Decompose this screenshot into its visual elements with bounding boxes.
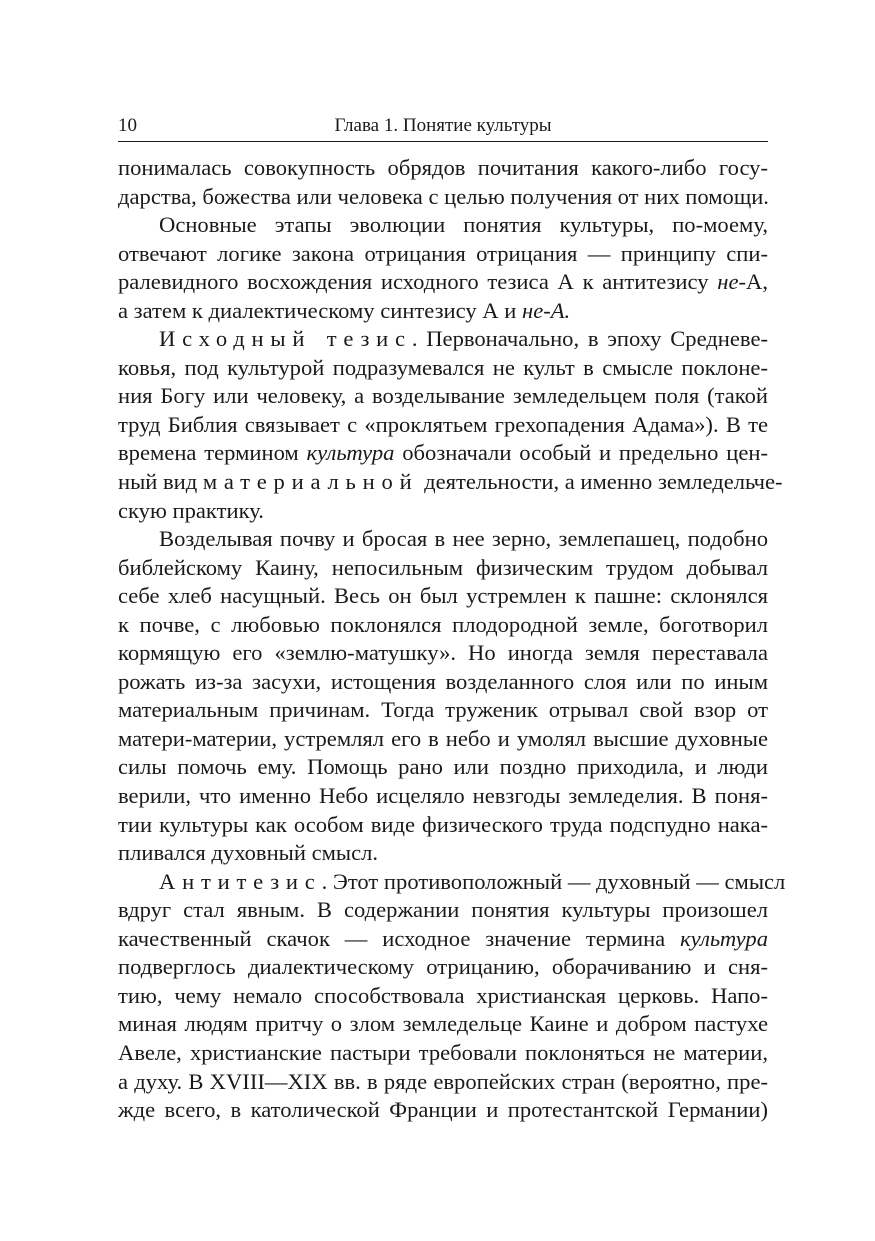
text-line: тию, чему немало способствовала христианская церковь. Напо- <box>118 982 768 1008</box>
text-run: ралевидного восхождения исходного тезиса А к антитезису <box>118 269 718 295</box>
text-line: себе хлеб насущный. Весь он был устремлен к пашне: склонялся <box>118 583 768 609</box>
text-line: материальным причинам. Тогда труженик отрывал свой взор от <box>118 697 768 723</box>
body-text <box>118 154 786 1125</box>
text-run: а затем к диалектическому синтезису А и <box>118 297 522 323</box>
text-run: . Этот противоположный — духовный — смысл <box>321 868 786 894</box>
text-line: верили, что именно Небо исцеляло невзгоды земледелия. В поня- <box>118 783 768 809</box>
text-line: к почве, с любовью поклонялся плодородной земле, боготворил <box>118 611 768 637</box>
spaced-heading: Исходный тезис <box>159 326 412 352</box>
italic-term: не-А. <box>521 297 571 323</box>
text-line: дарства, божества или человека с целью получения от них помощи. <box>118 183 769 209</box>
text-line: пливался духовный смысл. <box>118 840 379 866</box>
text-line: миная людям притчу о злом земледельце Каине и добром пастухе <box>118 1011 768 1037</box>
text-line: скую практику. <box>118 497 264 523</box>
text-run: деятельности, а именно земледельче- <box>418 469 783 495</box>
text-line <box>118 925 768 954</box>
text-line <box>118 439 768 468</box>
text-line: жде всего, в католической Франции и протестантской Германии) <box>118 1097 768 1123</box>
text-line <box>118 468 783 497</box>
text-line: Основные этапы эволюции понятия культуры, по-моему, <box>159 212 768 238</box>
text-line: Возделывая почву и бросая в нее зерно, землепашец, подобно <box>159 526 768 552</box>
text-line: подверглось диалектическому отрицанию, оборачиванию и сня- <box>118 954 768 980</box>
text-line: кормящую его «землю-матушку». Но иногда земля переставала <box>118 640 768 666</box>
text-run: -А, <box>738 269 768 295</box>
italic-term: культура <box>680 925 768 951</box>
text-line <box>118 868 786 897</box>
text-line: вдруг стал явным. В содержании понятия культуры произошел <box>118 897 768 923</box>
text-line: ния Богу или человеку, а возделывание земледельцем поля (такой <box>118 383 768 409</box>
chapter-title: Глава 1. Понятие культуры <box>334 115 552 136</box>
text-line: матери-материи, устремлял его в небо и умолял высшие духовные <box>118 725 768 751</box>
text-line <box>118 297 768 326</box>
text-line: а духу. В XVIII—XIX вв. в ряде европейских стран (вероятно, пре- <box>118 1068 768 1094</box>
text-line <box>118 268 768 297</box>
running-header <box>118 113 768 142</box>
text-line: труд Библия связывает с «проклятьем грехопадения Адама»). В те <box>118 411 768 437</box>
text-line: ковья, под культурой подразумевался не культ в смысле поклоне- <box>118 354 768 380</box>
text-line: понималась совокупность обрядов почитания какого-либо госу- <box>118 155 768 180</box>
text-line: Авеле, христианские пастыри требовали поклоняться не материи, <box>118 1039 768 1065</box>
text-run: . Первоначально, в эпоху Средневе- <box>411 326 768 352</box>
text-line: библейскому Каину, непосильным физическим трудом добывал <box>118 554 768 580</box>
spaced-heading: Антитезис <box>159 868 322 894</box>
text-line: рожать из-за засухи, истощения возделанного слоя или по иным <box>118 668 768 694</box>
spaced-emphasis: материальной <box>202 469 419 495</box>
text-line: тии культуры как особом виде физического труда подспудно нака- <box>118 811 768 837</box>
text-run: ный вид <box>118 469 203 495</box>
italic-term: культура <box>306 440 395 466</box>
text-line <box>118 325 768 354</box>
text-line: отвечают логике закона отрицания отрицания — принципу спи- <box>118 240 768 266</box>
text-run: качественный скачок — исходное значение термина <box>118 925 681 951</box>
page-number: 10 <box>118 115 137 136</box>
text-run: обозначали особый и предельно цен- <box>394 440 768 466</box>
text-run: времена термином <box>118 440 307 466</box>
italic-term: не <box>717 269 739 295</box>
text-line: силы помочь ему. Помощь рано или поздно приходила, и люди <box>118 754 768 780</box>
